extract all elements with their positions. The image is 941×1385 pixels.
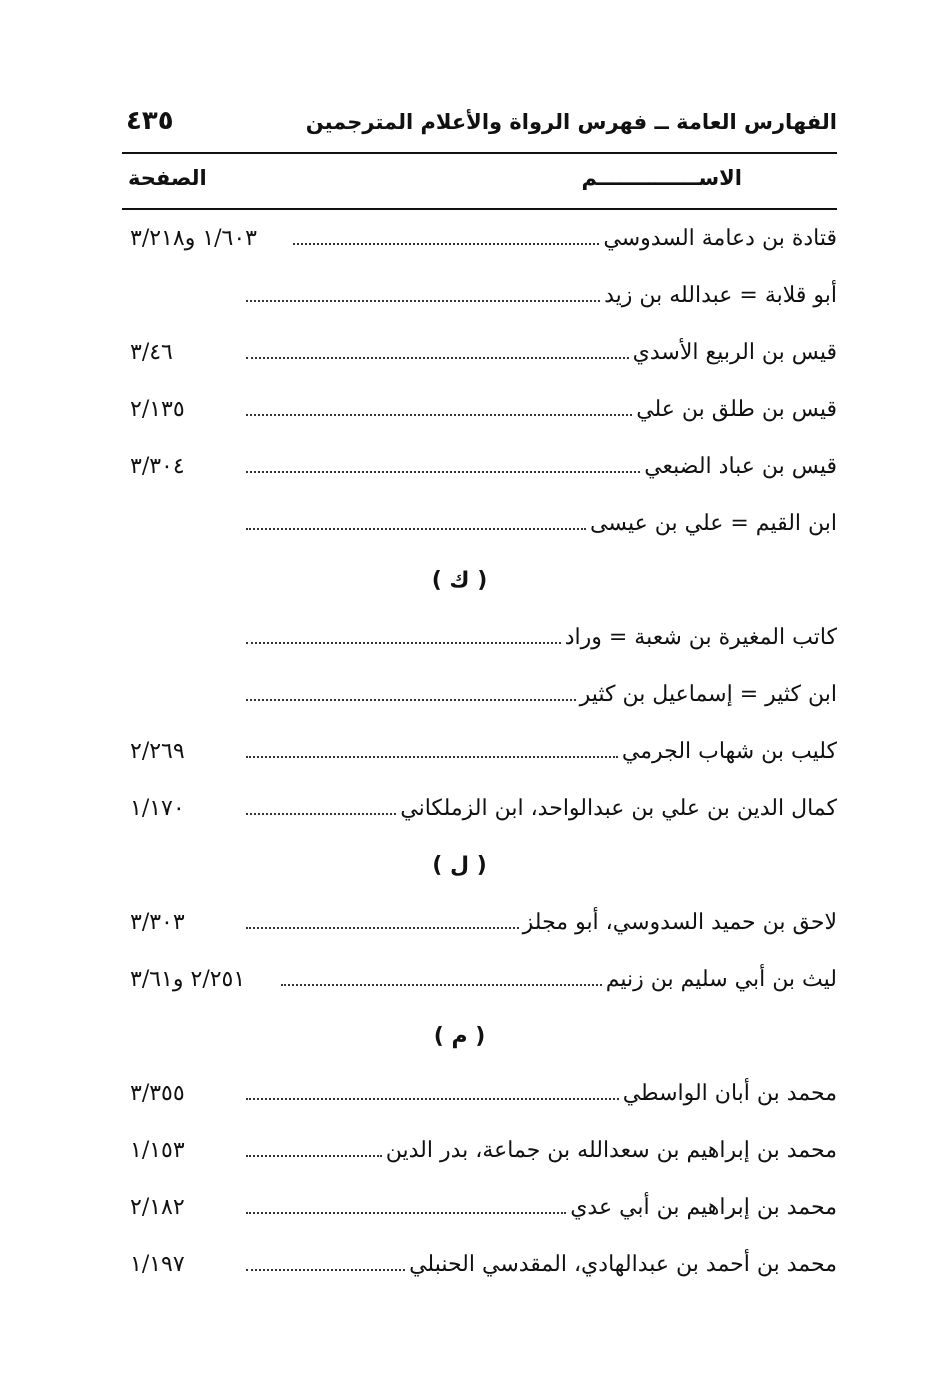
letter-heading-text: ( ل )	[432, 853, 487, 878]
leader-dots	[246, 356, 629, 359]
entry-page: ١/٦٠٣ و٣/٢١٨	[130, 226, 257, 251]
entry-name	[281, 967, 837, 992]
entry-name-text: قيس بن الربيع الأسدي	[632, 340, 837, 365]
leader-dots	[246, 470, 640, 473]
entry-name	[246, 511, 837, 536]
letter-heading	[122, 841, 837, 898]
entry-name-text: محمد بن أحمد بن عبدالهادي، المقدسي الحنبلي	[409, 1252, 837, 1277]
entry-page: ٣/٣٠٤	[130, 454, 185, 479]
entry-name	[246, 1138, 837, 1163]
index-entry	[122, 442, 837, 499]
entry-name-text: أبو قلابة = عبدالله بن زيد	[604, 283, 837, 308]
index-entry	[122, 214, 837, 271]
leader-dots	[293, 242, 599, 245]
entry-name-text: قيس بن طلق بن علي	[636, 397, 837, 422]
header-rule	[122, 152, 837, 154]
leader-dots	[281, 983, 602, 986]
letter-heading	[122, 1012, 837, 1069]
entry-name-text: محمد بن إبراهيم بن أبي عدي	[570, 1195, 837, 1220]
entry-name-text: ابن كثير = إسماعيل بن كثير	[579, 682, 837, 707]
index-list	[122, 214, 837, 1297]
index-entry	[122, 898, 837, 955]
entry-name	[246, 454, 837, 479]
index-entry	[122, 670, 837, 727]
entry-name	[246, 1252, 837, 1277]
entry-name	[246, 1081, 837, 1106]
leader-dots	[246, 1097, 619, 1100]
leader-dots	[246, 812, 396, 815]
entry-name-text: كليب بن شهاب الجرمي	[621, 739, 837, 764]
leader-dots	[246, 1268, 405, 1271]
entry-page: ٣/٣٥٥	[130, 1081, 185, 1106]
entry-page: ١/١٥٣	[130, 1138, 185, 1163]
leader-dots	[246, 1211, 566, 1214]
column-header-rule	[122, 208, 837, 210]
column-headers	[122, 160, 837, 204]
entry-name-text: كمال الدين بن علي بن عبدالواحد، ابن الزملكاني	[400, 796, 837, 821]
column-header-name: الاســــــــــــــم	[581, 166, 742, 190]
entry-name	[246, 283, 837, 308]
index-entry	[122, 1126, 837, 1183]
index-entry	[122, 955, 837, 1012]
letter-heading-text: ( ك )	[431, 568, 488, 593]
index-entry	[122, 385, 837, 442]
entry-page: ٢/٢٥١ و٣/٦١	[130, 967, 246, 992]
entry-name-text: لاحق بن حميد السدوسي، أبو مجلز	[522, 910, 837, 935]
leader-dots	[246, 698, 576, 701]
entry-name	[246, 682, 837, 707]
entry-name	[246, 739, 837, 764]
column-header-page: الصفحة	[128, 166, 207, 190]
entry-name-text: محمد بن أبان الواسطي	[622, 1081, 837, 1106]
leader-dots	[246, 641, 561, 644]
leader-dots	[246, 527, 586, 530]
entry-page: ١/١٧٠	[130, 796, 185, 821]
leader-dots	[246, 299, 600, 302]
index-entry	[122, 1240, 837, 1297]
entry-name-text: قتادة بن دعامة السدوسي	[603, 226, 837, 251]
entry-name-text: قيس بن عباد الضبعي	[644, 454, 837, 479]
index-entry	[122, 1183, 837, 1240]
index-entry	[122, 727, 837, 784]
index-entry	[122, 613, 837, 670]
letter-heading	[122, 556, 837, 613]
entry-name-text: ليث بن أبي سليم بن زنيم	[605, 967, 837, 992]
entry-name	[246, 625, 837, 650]
entry-page: ٢/١٣٥	[130, 397, 185, 422]
entry-name	[246, 397, 837, 422]
entry-page: ١/١٩٧	[130, 1252, 185, 1277]
entry-page: ٢/١٨٢	[130, 1195, 185, 1220]
entry-name	[246, 340, 837, 365]
entry-name-text: محمد بن إبراهيم بن سعدالله بن جماعة، بدر الدين	[385, 1138, 837, 1163]
entry-name	[246, 796, 837, 821]
entry-name-text: ابن القيم = علي بن عيسى	[590, 511, 837, 536]
running-head-title: الفهارس العامة ــ فهرس الرواة والأعلام المترجمين	[305, 110, 837, 134]
entry-name	[246, 1195, 837, 1220]
entry-name	[246, 910, 837, 935]
leader-dots	[246, 755, 618, 758]
index-entry	[122, 271, 837, 328]
index-entry	[122, 1069, 837, 1126]
letter-heading-text: ( م )	[433, 1024, 486, 1049]
leader-dots	[246, 1154, 382, 1157]
entry-page: ٢/٢٦٩	[130, 739, 185, 764]
entry-name	[293, 226, 837, 251]
index-entry	[122, 499, 837, 556]
page-number: ٤٣٥	[126, 106, 174, 136]
index-entry	[122, 328, 837, 385]
entry-name-text: كاتب المغيرة بن شعبة = وراد	[564, 625, 837, 650]
entry-page: ٣/٤٦	[130, 340, 173, 365]
running-head	[122, 104, 837, 150]
index-entry	[122, 784, 837, 841]
leader-dots	[246, 926, 519, 929]
entry-page: ٣/٣٠٣	[130, 910, 185, 935]
leader-dots	[246, 413, 632, 416]
